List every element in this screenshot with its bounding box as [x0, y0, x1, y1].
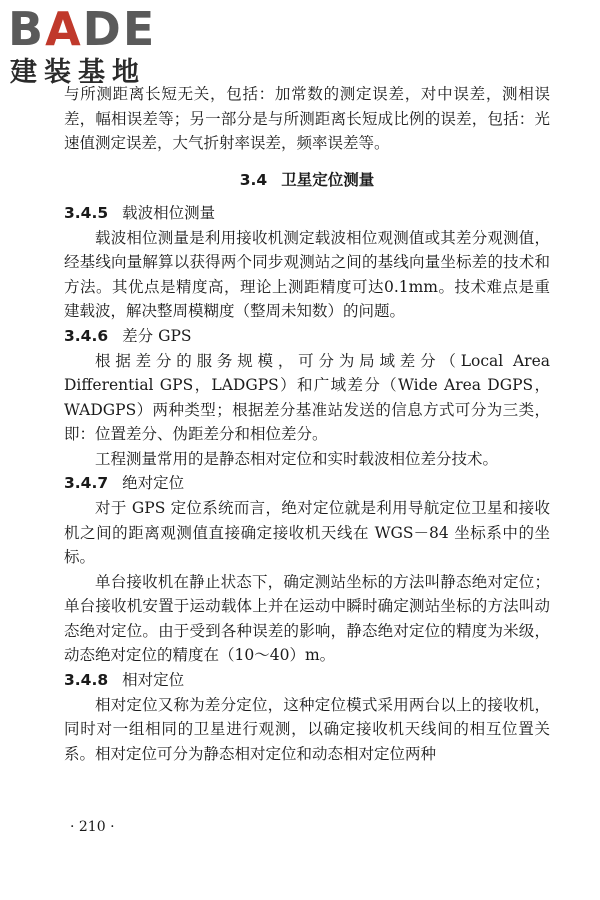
page-number: · 210 · [70, 819, 115, 835]
document-page [64, 82, 550, 766]
paragraph-absolute-definition: 对于 GPS 定位系统而言，绝对定位就是利用导航定位卫星和接收机之间的距离观测值直接确定接收机天线在 WGS－84 坐标系中的坐标。 [64, 499, 550, 566]
section-number: 3.4 [239, 170, 268, 189]
paragraph-differential-common: 工程测量常用的是静态相对定位和实时载波相位差分技术。 [95, 449, 499, 468]
section-heading [64, 168, 550, 192]
paragraph-absolute-static-dynamic: 单台接收机在静止状态下，确定测站坐标的方法叫静态绝对定位；单台接收机安置于运动载体上并在运动中瞬时确定测站坐标的方法叫动态绝对定位。由于受到各种误差的影响，静态绝对定位的精度为米级，动态绝对定位的精度在（10～40）m。 [64, 572, 550, 664]
subsection-title: 载波相位测量 [122, 203, 216, 222]
section-title: 卫星定位测量 [281, 170, 375, 189]
paragraph-differential-types: 根据差分的服务规模，可分为局域差分（Local Area Differential GPS，LADGPS）和广域差分（Wide Area DGPS，WADGPS）两种类型；根据差分基准站发送的信息方式可分为三类，即：位置差分、伪距差分和相位差分。 [64, 351, 550, 443]
subsection-number: 3.4.6 [64, 326, 109, 345]
watermark-word [8, 2, 157, 56]
subsection-number: 3.4.7 [64, 474, 109, 492]
subsection-heading-differential-gps [64, 324, 550, 349]
subsection-heading-absolute-positioning [64, 471, 550, 496]
subsection-number: 3.4.8 [64, 670, 109, 689]
subsection-title: 差分 GPS [122, 326, 192, 345]
lead-paragraph: 与所测距离长短无关，包括：加常数的测定误差，对中误差，测相误差，幅相误差等；另一部分是与所测距离长短成比例的误差，包括：光速值测定误差，大气折射率误差，频率误差等。 [64, 85, 550, 152]
watermark-subtitle: 建装基地 [10, 57, 146, 88]
subsection-heading-relative-positioning [64, 668, 550, 693]
subsection-title: 相对定位 [122, 670, 185, 689]
subsection-heading-carrier-phase [64, 201, 550, 226]
watermark-letters: B [8, 2, 46, 56]
subsection-number: 3.4.5 [64, 203, 109, 222]
bade-watermark-logo [8, 2, 178, 90]
watermark-letters-end: DE [82, 2, 157, 56]
paragraph-carrier-phase: 载波相位测量是利用接收机测定载波相位观测值或其差分观测值，经基线向量解算以获得两个同步观测站之间的基线向量坐标差的技术和方法。其优点是精度高，理论上测距精度可达0.1mm。技术难点是重建载波，解决整周模糊度（整周未知数）的问题。 [64, 228, 550, 320]
watermark-accent-letter: A [45, 2, 83, 56]
paragraph-relative-definition: 相对定位又称为差分定位，这种定位模式采用两台以上的接收机，同时对一组相同的卫星进行观测，以确定接收机天线间的相互位置关系。相对定位可分为静态相对定位和动态相对定位两种 [64, 695, 550, 763]
subsection-title: 绝对定位 [122, 474, 185, 492]
